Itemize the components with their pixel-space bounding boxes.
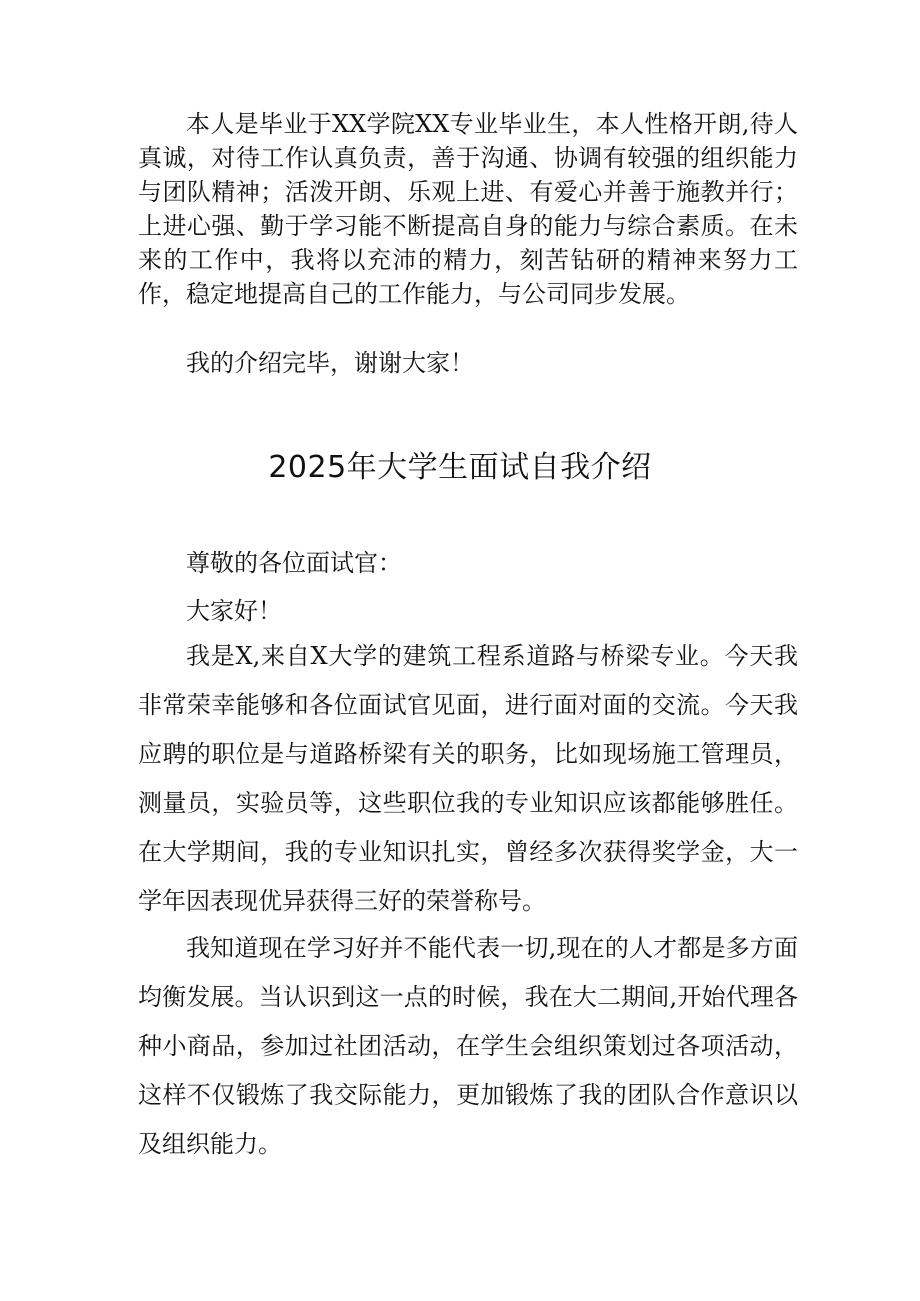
document-title: 2025年大学生面试自我介绍 [268, 450, 652, 485]
greeting: 大家好！ [186, 597, 282, 625]
body-paragraph-1: 我是X,来自X大学的建筑工程系道路与桥梁专业。今天我非常荣幸能够和各位面试官见面，进行面对面的交流。今天我应聘的职位是与道路桥梁有关的职务，比如现场施工管理员，测量员，实验员等，这些职位我的专业知识应该都能够胜任。在大学期间，我的专业知识扎实，曾经多次获得奖学金，大一学年因表现优异获得三好的荣誉称号。 [138, 642, 798, 915]
closing-line: 我的介绍完毕，谢谢大家！ [186, 349, 474, 377]
salutation: 尊敬的各位面试官： [186, 549, 402, 577]
body-paragraph-2: 我知道现在学习好并不能代表一切,现在的人才都是多方面均衡发展。当认识到这一点的时候，我在大二期间,开始代理各种小商品，参加过社团活动，在学生会组织策划过各项活动，这样不仅锻炼了我交际能力，更加锻炼了我的团队合作意识以及组织能力。 [138, 934, 798, 1158]
intro-paragraph: 本人是毕业于XX学院XX专业毕业生，本人性格开朗,待人真诚，对待工作认真负责，善于沟通、协调有较强的组织能力与团队精神；活泼开朗、乐观上进、有爱心并善于施教并行；上进心强、勤于学习能不断提高自身的能力与综合素质。在未来的工作中，我将以充沛的精力，刻苦钻研的精神来努力工作，稳定地提高自己的工作能力，与公司同步发展。 [138, 110, 798, 308]
